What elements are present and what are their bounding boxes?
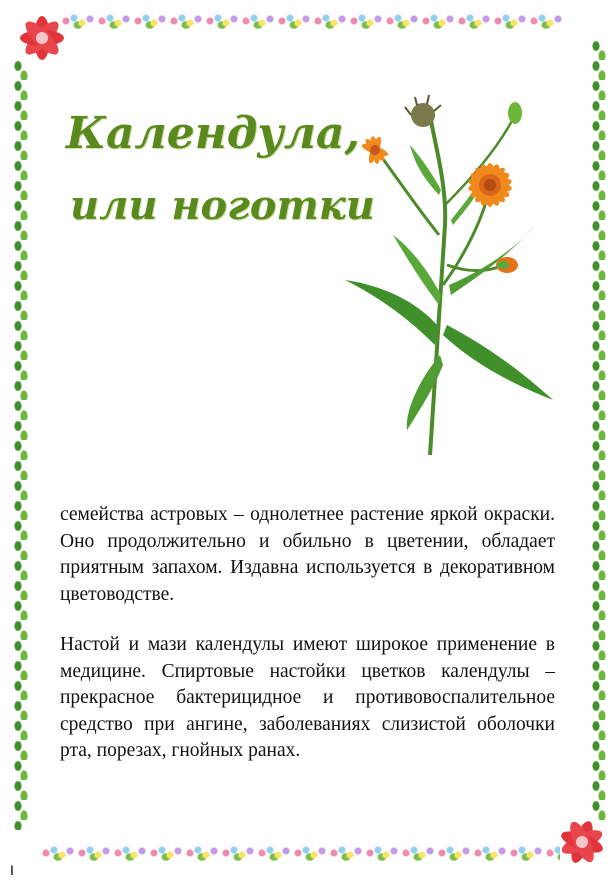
calendula-plant-illustration [335,85,565,460]
page-title: Календула, [66,108,360,159]
page-subtitle: или ноготки [70,182,375,229]
right-vine-border [592,40,606,820]
red-flower-icon [12,8,72,68]
top-floral-border [60,10,565,32]
red-flower-icon [552,812,612,872]
left-vine-border [14,60,28,830]
paragraph-intro: семейства астровых – однолетнее растение яркой окраски. Оно продолжительно и обильно в цветении, обладает приятным запахом. Издавна используется в декоративном цветоводстве. [60,504,555,605]
corner-mark: I [10,862,14,878]
paragraph-medicine: Настой и мази календулы имеют широкое применение в медицине. Спиртовые настойки цветков календулы – прекрасное бактерицидное и противовоспалительное средство при ангине, заболеваниях слизистой оболочки рта, порезах, гнойных ранах. [60,634,555,761]
bottom-floral-border [40,842,560,864]
